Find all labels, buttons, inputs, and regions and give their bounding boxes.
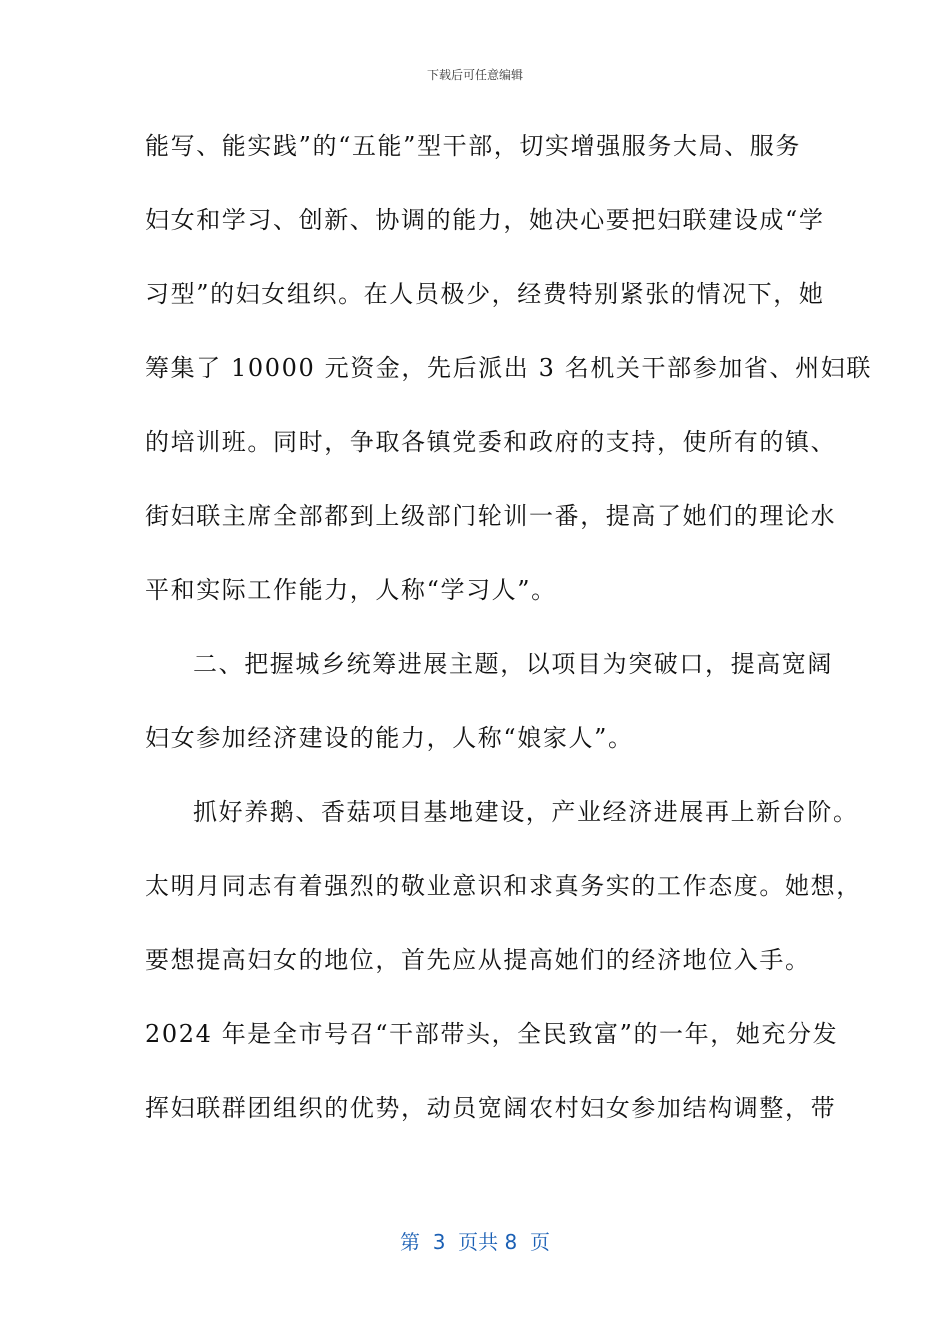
text-line: 要想提高妇女的地位，首先应从提高她们的经济地位入手。	[145, 946, 811, 974]
text-line: 妇女参加经济建设的能力，人称“娘家人”。	[145, 724, 634, 752]
paragraph-start: 抓好养鹅、香菇项目基地建设，产业经济进展再上新台阶。	[193, 798, 859, 826]
section-heading: 二、把握城乡统筹进展主题，以项目为突破口，提高宽阔	[193, 650, 833, 678]
text-line: 平和实际工作能力，人称“学习人”。	[145, 576, 557, 604]
text-line: 挥妇联群团组织的优势，动员宽阔农村妇女参加结构调整，带	[145, 1094, 837, 1122]
text-line: 习型”的妇女组织。在人员极少，经费特别紧张的情况下，她	[145, 280, 825, 308]
text-line: 筹集了 10000 元资金，先后派出 3 名机关干部参加省、州妇联	[145, 354, 872, 382]
download-note: 下载后可任意编辑	[426, 68, 523, 82]
text-line: 能写、能实践”的“五能”型干部，切实增强服务大局、服务	[145, 132, 802, 160]
text-line: 太明月同志有着强烈的敬业意识和求真务实的工作态度。她想，	[145, 872, 862, 900]
text-line: 街妇联主席全部都到上级部门轮训一番，提高了她们的理论水	[145, 502, 837, 530]
page-number: 第 3 页共 8 页	[400, 1230, 550, 1254]
text-line: 的培训班。同时，争取各镇党委和政府的支持，使所有的镇、	[145, 428, 837, 456]
text-line: 2024 年是全市号召“干部带头，全民致富”的一年，她充分发	[145, 1020, 839, 1048]
text-line: 妇女和学习、创新、协调的能力，她决心要把妇联建设成“学	[145, 206, 825, 234]
